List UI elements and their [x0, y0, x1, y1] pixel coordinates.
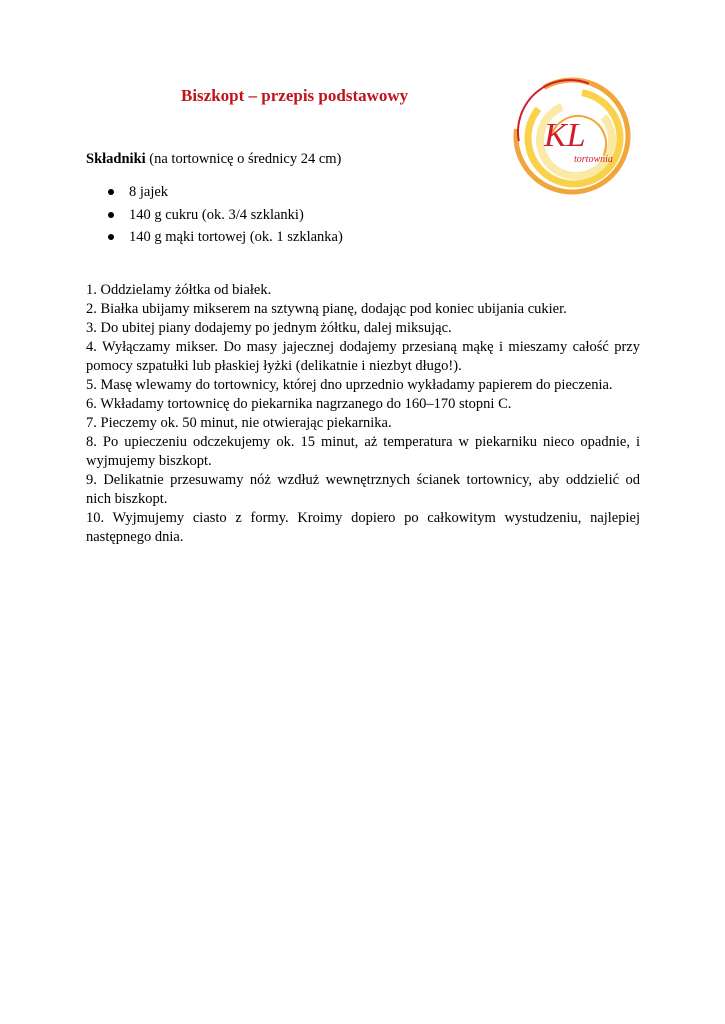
- ingredients-heading: [86, 151, 341, 168]
- logo-monogram: KL: [544, 117, 586, 154]
- step-7: 7. Pieczemy ok. 50 minut, nie otwierając piekarnika.: [86, 415, 392, 431]
- step-2: 2. Białka ubijamy mikserem na sztywną pianę, dodając pod koniec ubijania cukier.: [86, 301, 567, 317]
- step-9: 9. Delikatnie przesuwamy nóż wzdłuż wewnętrznych ścianek tortownicy, aby oddzielić od nich biszkopt.: [86, 472, 640, 507]
- ingredient-item: [86, 227, 343, 247]
- step-4: 4. Wyłączamy mikser. Do masy jajecznej dodajemy przesianą mąkę i mieszamy całość przy pomocy szpatułki lub płaskiej łyżki (delikatnie i niezbyt długo!).: [86, 339, 640, 374]
- step-6: 6. Wkładamy tortownicę do piekarnika nagrzanego do 160–170 stopni C.: [86, 396, 512, 412]
- bullet-icon: [108, 234, 114, 240]
- ingredient-text: 140 g cukru (ok. 3/4 szklanki): [129, 206, 304, 223]
- ingredients-heading-note: (na tortownicę o średnicy 24 cm): [145, 151, 342, 167]
- preparation-steps: [86, 281, 640, 547]
- ingredient-text: 8 jajek: [129, 184, 169, 200]
- bullet-icon: [108, 189, 114, 195]
- ingredients-heading-label: Składniki: [86, 151, 146, 167]
- step-3: 3. Do ubitej piany dodajemy po jednym żółtku, dalej miksując.: [86, 320, 452, 336]
- ingredient-item: [86, 205, 343, 225]
- kl-tortownia-logo: [508, 74, 632, 198]
- step-10: 10. Wyjmujemy ciasto z formy. Kroimy dopiero po całkowitym wystudzeniu, najlepiej następnego dnia.: [86, 510, 640, 545]
- ingredient-list: [86, 182, 343, 250]
- step-1: 1. Oddzielamy żółtka od białek.: [86, 282, 272, 298]
- ingredient-text: 140 g mąki tortowej (ok. 1 szklanka): [129, 229, 343, 245]
- recipe-title: Biszkopt – przepis podstawowy: [181, 86, 409, 105]
- bullet-icon: [108, 212, 114, 218]
- logo-subtext: tortownia: [574, 154, 613, 165]
- step-8: 8. Po upieczeniu odczekujemy ok. 15 minut, aż temperatura w piekarniku nieco opadnie, i wyjmujemy biszkopt.: [86, 434, 640, 469]
- step-5: 5. Masę wlewamy do tortownicy, której dno uprzednio wykładamy papierem do pieczenia.: [86, 377, 613, 393]
- ingredient-item: [86, 182, 343, 202]
